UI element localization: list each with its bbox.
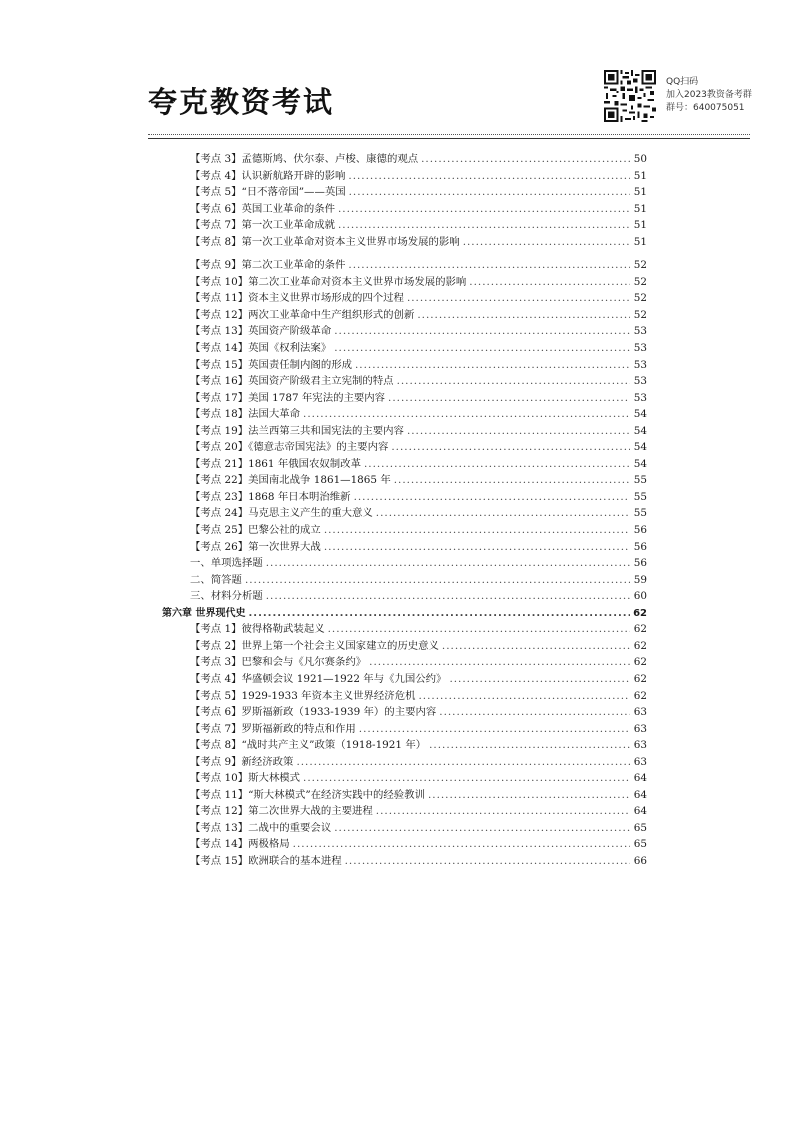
dot-leader	[348, 259, 630, 271]
toc-entry[interactable]	[175, 720, 647, 737]
toc-entry-title: 【考点 12】第二次世界大战的主要进程	[190, 805, 373, 818]
header-rule	[148, 138, 750, 139]
toc-entry-title: 【考点 8】“战时共产主义”政策（1918-1921 年）	[190, 739, 427, 752]
toc-entry[interactable]	[175, 200, 647, 217]
toc-entry[interactable]	[175, 703, 647, 720]
toc-entry-title: 【考点 12】两次工业革命中生产组织形式的创新	[190, 308, 415, 321]
toc-entry-title: 【考点 9】新经济政策	[190, 755, 294, 768]
dot-leader	[463, 236, 630, 248]
dot-leader	[349, 186, 630, 198]
toc-page-number: 63	[633, 722, 647, 735]
toc-entry[interactable]	[175, 256, 647, 273]
dot-leader	[376, 507, 630, 519]
dot-leader	[266, 557, 630, 569]
toc-page-number: 62	[633, 672, 647, 685]
toc-entry[interactable]	[175, 438, 647, 455]
toc-page-number: 59	[633, 573, 647, 586]
toc-entry-title: 【考点 10】第二次工业革命对资本主义世界市场发展的影响	[190, 275, 467, 288]
dot-leader	[324, 524, 630, 536]
toc-page-number: 52	[633, 308, 647, 321]
toc-entry[interactable]	[175, 802, 647, 819]
toc-entry[interactable]	[175, 471, 647, 488]
toc-entry-title: 【考点 5】1929-1933 年资本主义世界经济危机	[190, 689, 416, 702]
dot-leader	[303, 772, 630, 784]
toc-section-entry[interactable]	[175, 554, 647, 571]
toc-entry-title: 【考点 17】美国 1787 年宪法的主要内容	[190, 391, 386, 404]
dot-leader	[359, 723, 630, 735]
dot-leader	[303, 408, 630, 420]
dot-leader	[248, 608, 630, 619]
toc-page-number: 51	[633, 219, 647, 232]
toc-entry[interactable]	[175, 216, 647, 233]
toc-page-number: 60	[633, 590, 647, 603]
toc-entry-title: 【考点 6】罗斯福新政（1933-1939 年）的主要内容	[190, 706, 437, 719]
dot-leader	[397, 375, 630, 387]
toc-page-number: 54	[633, 408, 647, 421]
dot-leader	[348, 170, 630, 182]
toc-entry-title: 【考点 20】《德意志帝国宪法》的主要内容	[190, 441, 389, 454]
toc-page-number: 64	[633, 805, 647, 818]
toc-page-number: 56	[633, 540, 647, 553]
toc-entry[interactable]	[175, 538, 647, 555]
toc-entry-title: 【考点 8】第一次工业革命对资本主义世界市场发展的影响	[190, 235, 460, 248]
toc-entry-title: 【考点 5】“日不落帝国”——英国	[190, 186, 346, 199]
toc-entry[interactable]	[175, 670, 647, 687]
dot-leader	[369, 656, 630, 668]
toc-entry[interactable]	[175, 653, 647, 670]
toc-entry-title: 【考点 18】法国大革命	[190, 408, 301, 421]
toc-entry-title: 【考点 23】1868 年日本明治维新	[190, 490, 351, 503]
toc-page-number: 54	[633, 424, 647, 437]
toc-entry[interactable]	[175, 521, 647, 538]
toc-page-number: 55	[633, 507, 647, 520]
toc-page-number: 62	[633, 689, 647, 702]
toc-entry-title: 【考点 13】二战中的重要会议	[190, 821, 332, 834]
qr-caption-line: 群号：640075051	[666, 103, 745, 113]
toc-entry-title: 【考点 13】英国资产阶级革命	[190, 325, 332, 338]
toc-page-number: 55	[633, 474, 647, 487]
toc-entry[interactable]	[175, 389, 647, 406]
toc-entry[interactable]	[175, 422, 647, 439]
toc-entry-title: 【考点 22】美国南北战争 1861—1865 年	[190, 474, 391, 487]
toc-entry[interactable]	[175, 289, 647, 306]
toc-page-number: 51	[633, 186, 647, 199]
dot-leader	[293, 838, 630, 850]
toc-entry[interactable]	[175, 273, 647, 290]
toc-entry-title: 【考点 3】孟德斯鸠、伏尔泰、卢梭、康德的观点	[190, 153, 419, 165]
toc-page-number: 65	[633, 838, 647, 851]
toc-entry-title: 【考点 26】第一次世界大战	[190, 540, 321, 553]
toc-page-number: 62	[633, 656, 647, 669]
dot-leader	[334, 822, 630, 834]
toc-page-number: 53	[633, 325, 647, 338]
toc-entry-title: 【考点 3】巴黎和会与《凡尔赛条约》	[190, 656, 367, 669]
dot-leader	[376, 805, 630, 817]
toc-entry[interactable]	[175, 455, 647, 472]
toc-page-number: 63	[633, 706, 647, 719]
toc-entry[interactable]	[175, 786, 647, 803]
dot-leader	[334, 325, 630, 337]
toc-page-number: 65	[633, 821, 647, 834]
dot-leader	[338, 219, 630, 231]
dot-leader	[391, 441, 630, 453]
toc-page-number: 51	[633, 202, 647, 215]
dot-leader	[334, 342, 630, 354]
toc-entry-title: 【考点 15】英国责任制内阁的形成	[190, 358, 352, 371]
header-dotted-rule	[148, 134, 750, 135]
toc-page-number: 52	[633, 292, 647, 305]
dot-leader	[418, 690, 630, 702]
toc-page-number: 64	[633, 772, 647, 785]
toc-entry[interactable]	[175, 753, 647, 770]
dot-leader	[407, 425, 630, 437]
dot-leader	[469, 276, 630, 288]
toc-entry-title: 【考点 21】1861 年俄国农奴制改革	[190, 457, 361, 470]
toc-page-number: 53	[633, 391, 647, 404]
dot-leader	[245, 574, 630, 586]
toc-entry[interactable]	[175, 233, 647, 250]
dot-leader	[266, 590, 630, 602]
toc-entry-title: 【考点 2】世界上第一个社会主义国家建立的历史意义	[190, 639, 439, 652]
toc-entry[interactable]	[175, 620, 647, 637]
dot-leader	[355, 359, 630, 371]
dot-leader	[439, 706, 630, 718]
dot-leader	[388, 392, 630, 404]
toc-section-entry[interactable]	[175, 571, 647, 588]
toc-entry[interactable]	[175, 736, 647, 753]
toc-entry[interactable]	[175, 372, 647, 389]
toc-page-number: 66	[633, 854, 647, 867]
toc-page-number: 51	[633, 169, 647, 182]
dot-leader	[324, 541, 630, 553]
toc-page-number: 54	[633, 457, 647, 470]
toc-entry[interactable]	[175, 819, 647, 836]
dot-leader	[407, 292, 630, 304]
toc-entry-title: 【考点 16】英国资产阶级君主立宪制的特点	[190, 375, 394, 388]
toc-page-number: 50	[633, 153, 647, 165]
toc-entry-title: 【考点 7】第一次工业革命成就	[190, 219, 335, 232]
toc-entry[interactable]	[175, 183, 647, 200]
toc-entry-title: 【考点 1】彼得格勒武装起义	[190, 623, 325, 636]
dot-leader	[442, 640, 630, 652]
toc-page-number: 64	[633, 788, 647, 801]
toc-entry[interactable]	[175, 687, 647, 704]
toc-page-number: 55	[633, 490, 647, 503]
toc-entry[interactable]	[175, 852, 647, 869]
toc-chapter-entry[interactable]	[162, 604, 647, 621]
toc-entry[interactable]	[175, 356, 647, 373]
toc-entry[interactable]	[175, 339, 647, 356]
dot-leader	[296, 756, 630, 768]
toc-entry[interactable]	[175, 504, 647, 521]
toc-page-number: 56	[633, 557, 647, 570]
toc-entry-title: 【考点 19】法兰西第三共和国宪法的主要内容	[190, 424, 404, 437]
qr-caption	[666, 76, 752, 115]
toc-entry-title: 三、材料分析题	[190, 590, 263, 603]
dot-leader	[364, 458, 630, 470]
dot-leader	[417, 309, 630, 321]
toc-entry-title: 【考点 9】第二次工业革命的条件	[190, 259, 346, 272]
qr-caption-line: QQ扫码	[666, 77, 699, 87]
dot-leader	[429, 739, 630, 751]
toc-entry-title: 【考点 14】英国《权利法案》	[190, 342, 332, 355]
dot-leader	[328, 623, 630, 635]
toc-entry[interactable]	[175, 167, 647, 184]
toc-entry-title: 【考点 6】英国工业革命的条件	[190, 202, 335, 215]
toc-entry-title: 【考点 7】罗斯福新政的特点和作用	[190, 722, 356, 735]
dot-leader	[428, 789, 630, 801]
toc-entry-title: 【考点 10】斯大林模式	[190, 772, 301, 785]
toc-entry[interactable]	[175, 322, 647, 339]
toc-page-number: 54	[633, 441, 647, 454]
toc-entry-title: 【考点 14】两极格局	[190, 838, 290, 851]
toc-entry-title: 二、简答题	[190, 573, 242, 586]
table-of-contents	[162, 150, 647, 869]
toc-page-number: 63	[633, 739, 647, 752]
toc-page-number: 62	[633, 607, 647, 619]
toc-entry[interactable]	[175, 150, 647, 167]
brand-title: 夸克教资考试	[148, 85, 335, 119]
toc-entry[interactable]	[175, 769, 647, 786]
toc-entry[interactable]	[175, 306, 647, 323]
qr-caption-line: 加入2023教资备考群	[666, 90, 752, 100]
toc-page-number: 63	[633, 755, 647, 768]
qr-code-icon	[604, 70, 656, 122]
toc-entry-title: 第六章 世界现代史	[162, 607, 246, 619]
toc-page-number: 52	[633, 259, 647, 272]
toc-entry-title: 【考点 25】巴黎公社的成立	[190, 524, 321, 537]
toc-page-number: 53	[633, 358, 647, 371]
dot-leader	[449, 673, 630, 685]
toc-entry[interactable]	[175, 637, 647, 654]
dot-leader	[354, 491, 630, 503]
dot-leader	[338, 203, 630, 215]
toc-page-number: 52	[633, 275, 647, 288]
toc-entry-title: 一、单项选择题	[190, 557, 263, 570]
toc-entry-title: 【考点 15】欧洲联合的基本进程	[190, 854, 342, 867]
toc-entry-title: 【考点 11】“斯大林模式”在经济实践中的经验教训	[190, 788, 425, 801]
toc-page-number: 62	[633, 639, 647, 652]
toc-page-number: 62	[633, 623, 647, 636]
toc-section-entry[interactable]	[175, 587, 647, 604]
toc-entry[interactable]	[175, 405, 647, 422]
toc-entry-title: 【考点 4】华盛顿会议 1921—1922 年与《九国公约》	[190, 672, 447, 685]
toc-entry[interactable]	[175, 488, 647, 505]
toc-page-number: 51	[633, 235, 647, 248]
toc-page-number: 53	[633, 375, 647, 388]
toc-entry-title: 【考点 24】马克思主义产生的重大意义	[190, 507, 373, 520]
dot-leader	[421, 153, 630, 165]
toc-page-number: 53	[633, 342, 647, 355]
toc-entry-title: 【考点 4】认识新航路开辟的影响	[190, 169, 346, 182]
dot-leader	[345, 855, 630, 867]
dot-leader	[394, 474, 630, 486]
toc-entry-title: 【考点 11】资本主义世界市场形成的四个过程	[190, 292, 404, 305]
toc-page-number: 56	[633, 524, 647, 537]
toc-entry[interactable]	[175, 835, 647, 852]
